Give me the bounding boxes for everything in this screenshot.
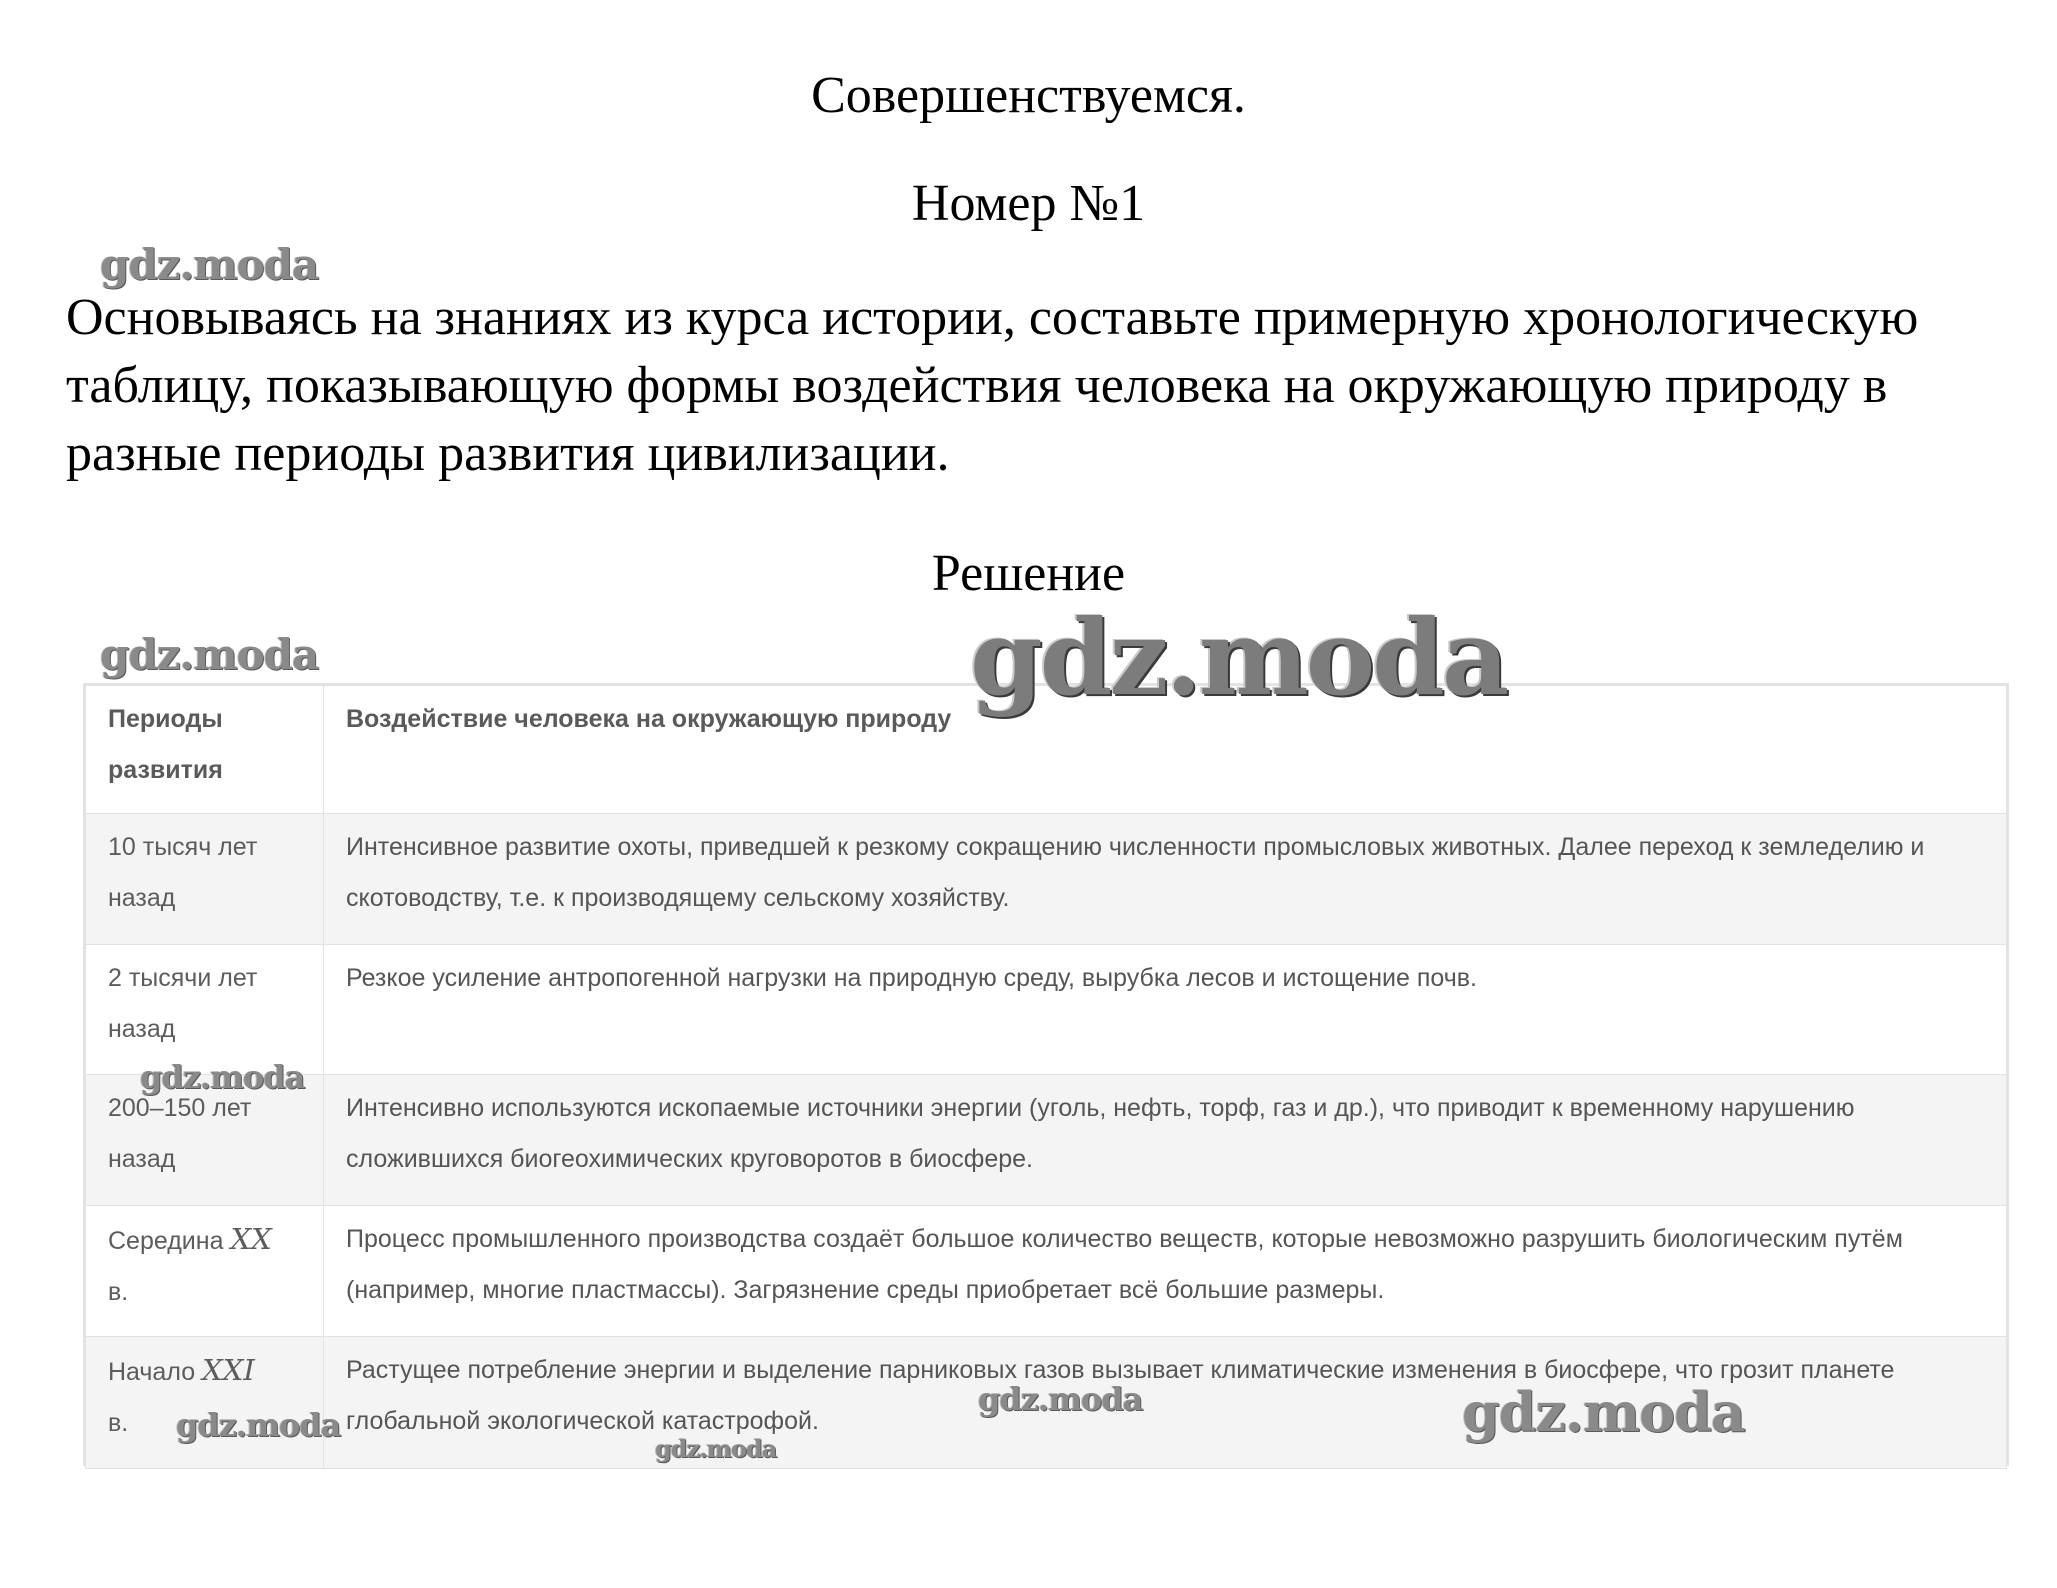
table-row [86, 1206, 2007, 1337]
period-cell [86, 1337, 324, 1469]
solution-heading: Решение [931, 545, 1126, 602]
watermark-logo: gdz.moda [978, 1380, 1143, 1418]
watermark-logo: gdz.moda [100, 630, 319, 679]
impact-cell: Интенсивное развитие охоты, приведшей к резкому сокращению численности промысловых животных. Далее переход к земледелию и скотоводству, т.е. к производящему сельскому хозяйству. [324, 814, 2007, 945]
header-impact: Воздействие человека на окружающую природу [324, 686, 2007, 814]
period-suffix: в. [108, 1278, 129, 1306]
table-row [86, 945, 2007, 1075]
table-row [86, 1075, 2007, 1206]
period-cell: 10 тысяч лет назад [86, 814, 324, 945]
period-prefix: Середина [108, 1227, 224, 1255]
watermark-logo: gdz.moda [140, 1058, 305, 1096]
task-text: Основываясь на знаниях из курса истории, составьте примерную хронологическую таблицу, показывающую формы воздействия человека на окружающую природу в разные периоды развития цивилизации. [66, 289, 1919, 482]
impact-cell: Интенсивно используются ископаемые источники энергии (уголь, нефть, торф, газ и др.), что приводит к временному нарушению сложившихся биогеохимических круговоротов в биосфере. [324, 1075, 2007, 1206]
period-cell: 2 тысячи лет назад [86, 945, 324, 1075]
section-heading: Совершенствуемся. [811, 67, 1246, 124]
period-century: XXI [202, 1353, 255, 1387]
exercise-number-heading: Номер №1 [911, 175, 1146, 232]
impact-cell: Резкое усиление антропогенной нагрузки на природную среду, вырубка лесов и истощение почв. [324, 945, 2007, 1075]
watermark-logo: gdz.moda [1462, 1380, 1745, 1444]
period-cell: 200–150 лет назад [86, 1075, 324, 1206]
watermark-logo: gdz.moda [176, 1406, 341, 1444]
solution-table-image [83, 683, 2009, 1466]
period-cell [86, 1206, 324, 1337]
period-century: XX [230, 1222, 272, 1256]
period-prefix: Начало [108, 1358, 196, 1386]
chronology-table [85, 685, 2007, 1469]
impact-cell: Растущее потребление энергии и выделение парниковых газов вызывает климатические изменения в биосфере, что грозит планете глобальной экологической катастрофой. [324, 1337, 2007, 1469]
impact-cell: Процесс промышленного производства создаёт большое количество веществ, которые невозможно разрушить биологическим путём (например, многие пластмассы). Загрязнение среды приобретает всё большие размеры. [324, 1206, 2007, 1337]
watermark-logo: gdz.moda [655, 1434, 777, 1463]
watermark-logo: gdz.moda [970, 596, 1507, 719]
watermark-logo: gdz.moda [100, 240, 319, 289]
period-suffix: в. [108, 1409, 129, 1437]
header-period: Периоды развития [86, 686, 324, 814]
table-row [86, 814, 2007, 945]
